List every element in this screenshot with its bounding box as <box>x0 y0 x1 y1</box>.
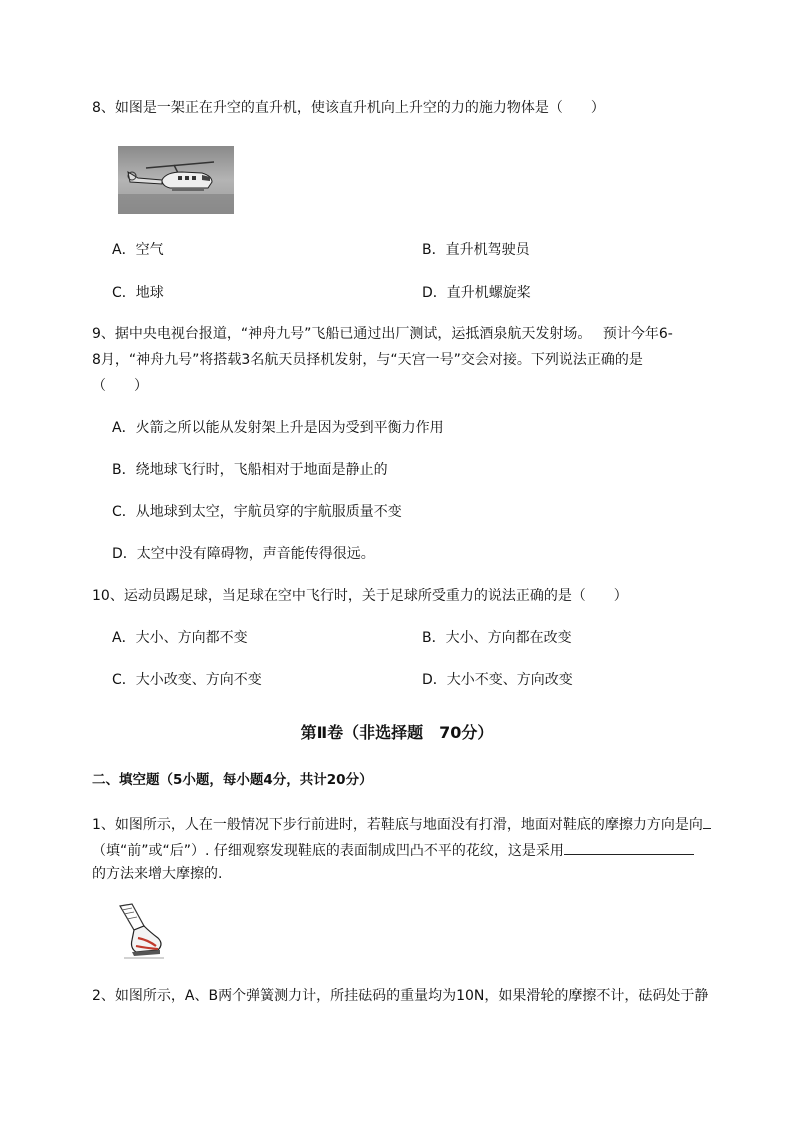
fill-question-1-line2 <box>92 838 694 861</box>
part-2-title: 第Ⅱ卷（非选择题 70分） <box>300 723 494 742</box>
fill-question-1-line1 <box>92 812 711 835</box>
q10-option-b: B．大小、方向都在改变 <box>422 630 572 646</box>
q9-option-b: B．绕地球飞行时，飞船相对于地面是静止的 <box>112 462 388 478</box>
answer-blank-1[interactable] <box>703 812 711 829</box>
question-9-stem-line1: 9、据中央电视台报道，“神舟九号”飞船已通过出厂测试，运抵酒泉航天发射场。 预计今年6- <box>92 326 673 342</box>
q9-option-a: A．火箭之所以能从发射架上升是因为受到平衡力作用 <box>112 420 444 436</box>
question-10-stem: 10、运动员踢足球，当足球在空中飞行时，关于足球所受重力的说法正确的是（ ） <box>92 588 628 604</box>
fill-question-1-text1: 1、如图所示，人在一般情况下步行前进时，若鞋底与地面没有打滑，地面对鞋底的摩擦力方向是向 <box>92 817 703 833</box>
question-9-stem-line2: 8月，“神舟九号”将搭载3名航天员择机发射，与“天宫一号”交会对接。下列说法正确的是 <box>92 352 643 368</box>
q10-option-d: D．大小不变、方向改变 <box>422 672 573 688</box>
q8-option-a: A．空气 <box>112 242 164 258</box>
q9-option-c: C．从地球到太空，宇航员穿的宇航服质量不变 <box>112 504 402 520</box>
q9-option-d: D．太空中没有障碍物，声音能传得很远。 <box>112 546 375 562</box>
fill-question-2-line1: 2、如图所示，A、B两个弹簧测力计，所挂砝码的重量均为10N，如果滑轮的摩擦不计，砝码处于静 <box>92 988 709 1004</box>
question-9-stem-line3: （ ） <box>92 378 148 394</box>
q8-option-d: D．直升机螺旋桨 <box>422 285 531 301</box>
fill-question-1-text2: （填“前”或“后”）. 仔细观察发现鞋底的表面制成凹凸不平的花纹，这是采用 <box>92 843 564 859</box>
helicopter-photo <box>118 146 234 214</box>
walking-shoe-figure <box>114 902 166 960</box>
q8-option-c: C．地球 <box>112 285 164 301</box>
fill-question-1-line3: 的方法来增大摩擦的. <box>92 866 223 882</box>
section-2-heading: 二、填空题（5小题，每小题4分，共计20分） <box>92 772 373 788</box>
q10-option-c: C．大小改变、方向不变 <box>112 672 262 688</box>
q8-option-b: B．直升机驾驶员 <box>422 242 530 258</box>
q10-option-a: A．大小、方向都不变 <box>112 630 248 646</box>
answer-blank-2[interactable] <box>564 838 694 855</box>
question-8-stem: 8、如图是一架正在升空的直升机，使该直升机向上升空的力的施力物体是（ ） <box>92 100 605 116</box>
